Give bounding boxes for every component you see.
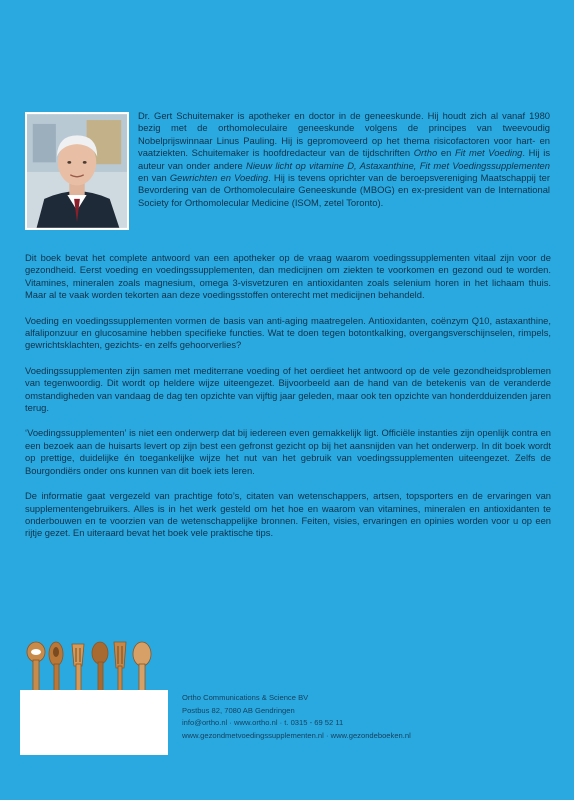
magazine-title: Fit met Voeding (454, 147, 523, 159)
blurb-paragraph: Dit boek bevat het complete antwoord van een apotheker op de vraag waarom voedingssupplementen vitaal zijn voor de gezondheid. Eerst voeding en voedingssupplementen, dan medicijnen om ziekten te voorkomen en gezond oud te worden. Vitamines, mineralen zoals magnesium, omega 3-visvetzuren en antioxidanten zoals selenium horen in het lichaam thuis. Maar al te vaak worden tekorten aan deze voedingsstoffen onterecht met medicijnen behandeld. (25, 252, 551, 301)
wooden-spoons-image (20, 640, 170, 692)
blurb-paragraph: De informatie gaat vergezeld van prachtige foto’s, citaten van wetenschappers, artsen, topsporters en de ervaringen van supplementengebruikers. Alles is in het werk gesteld om het hoe en waarom van vitamines, mineralen en antioxidanten te onderbouwen en te voorzien van de wetenschappelijke bronnen. Feiten, visies, ervaringen en opinies worden voor u op een rijtje gezet. En uiteraard bevat het boek vele praktische tips. (25, 490, 551, 539)
bio-text: Dr. Gert Schuitemaker is apotheker en doctor in de geneeskunde. Hij houdt zich al vanaf 1980 bezig met de orthomoleculaire geneeskunde volgens de principes van tweevoudig Nobelprijswinnaar Linus Pauling. Hij is gepromoveerd op het thema risicofactoren voor hart- en vaatziekten. Schuitemaker is hoofdredacteur van de tijdschriften (138, 110, 550, 159)
book-titles: Nieuw licht op vitamine D, Astaxanthine, Fit met Voedingssupplementen (246, 159, 550, 171)
author-portrait (25, 112, 129, 230)
blurb (25, 252, 551, 553)
publisher-address: Postbus 82, 7080 AB Gendringen (182, 705, 295, 715)
blurb-paragraph: ‘Voedingssupplementen’ is niet een onderwerp dat bij iedereen even gemakkelijk ligt. Officiële instanties zijn openlijk contra en een bezoek aan de huisarts levert op zijn best een gefronst gezicht op bij het aansnijden van het onderwerp. In dit boek wordt op prettige, duidelijke én toegankelijke wijze het nut van het gebruik van voedingssupplementen uiteengezet. Zelfs de Bourgondiërs onder ons kunnen van dit boek iets leren. (25, 427, 551, 476)
bio-text: en (437, 147, 455, 159)
book-title: Gewrichten en Voeding (169, 172, 269, 184)
magazine-title: Ortho (413, 147, 438, 159)
publisher-info (182, 692, 512, 742)
publisher-websites: www.gezondmetvoedingssupplementen.nl · www.gezondeboeken.nl (182, 730, 411, 740)
blurb-paragraph: Voedingssupplementen zijn samen met mediterrane voeding of het oerdieet het antwoord op de vele gezondheidsproblemen van tegenwoordig. Dit wordt op heldere wijze uiteengezet. Bijvoorbeeld aan de hand van de betekenis van de veranderde omstandigheden van vandaag de dag ten opzichte van vijftig jaar geleden, maar ook ten opzichte van honderdduizenden jaren terug. (25, 364, 551, 414)
publisher-name: Ortho Communications & Science BV (182, 693, 309, 702)
bio-text: . Hij is tevens oprichter van de beroepsvereniging Maatschappij ter Bevordering van de Orthomoleculaire Geneeskunde (MBOG) en ex-president van de International Society for Orthomolecular Medicine (ISOM, zetel Toronto). (138, 172, 550, 208)
blurb-paragraph: Voeding en voedingssupplementen vormen de basis van anti-aging maatregelen. Antioxidanten, coënzym Q10, astaxanthine, alfaliponzuur en glucosamine hebben specifieke functies. Wat te doen tegen botontkalking, overgangsverschijnselen, rimpels, gewrichtsklachten, gezichts- en zelfs gehoorverlies? (25, 314, 551, 351)
author-bio (138, 110, 550, 209)
barcode-area (20, 690, 168, 755)
publisher-contact: info@ortho.nl · www.ortho.nl · t. 0315 - 69 52 11 (182, 718, 344, 728)
bio-text: en van (138, 172, 170, 184)
bio-text: . Hij is auteur van onder andere (138, 147, 551, 171)
